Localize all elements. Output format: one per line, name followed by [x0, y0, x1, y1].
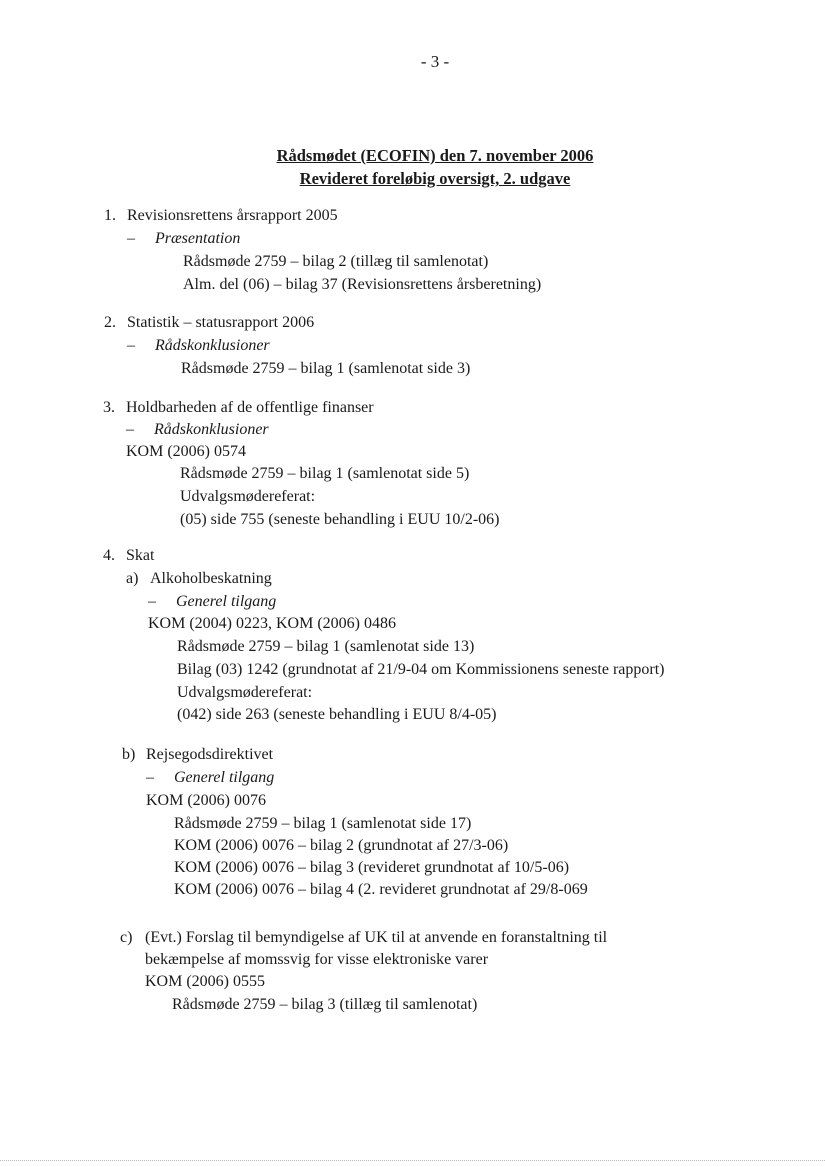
item-4a-sub — [148, 592, 276, 612]
dash: – — [146, 769, 154, 786]
item-1-ref-1: Rådsmøde 2759 – bilag 2 (tillæg til samlenotat) — [183, 253, 489, 270]
item-1-ref-2: Alm. del (06) – bilag 37 (Revisionsrettens årsberetning) — [183, 276, 542, 293]
item-4b-letter: b) — [122, 746, 136, 763]
item-3-ref-1: Rådsmøde 2759 – bilag 1 (samlenotat side 5) — [180, 465, 470, 482]
item-4a-ref-1: Rådsmøde 2759 – bilag 1 (samlenotat side 13) — [177, 638, 475, 655]
item-2-title: Statistik – statusrapport 2006 — [127, 314, 315, 331]
item-4a-ref-4: (042) side 263 (seneste behandling i EUU 8/4-05) — [177, 706, 497, 723]
item-1-sub-text: Præsentation — [155, 230, 241, 247]
item-2-ref-1: Rådsmøde 2759 – bilag 1 (samlenotat side 3) — [181, 360, 471, 377]
item-3-ref-3: (05) side 755 (seneste behandling i EUU 10/2-06) — [180, 511, 500, 528]
item-4a-sub-text: Generel tilgang — [176, 593, 277, 610]
item-3-sub-text: Rådskonklusioner — [154, 421, 269, 438]
item-3-kom: KOM (2006) 0574 — [126, 443, 246, 460]
item-4b-ref-3: KOM (2006) 0076 – bilag 3 (revideret grundnotat af 10/5-06) — [174, 859, 570, 876]
item-4b-ref-1: Rådsmøde 2759 – bilag 1 (samlenotat side 17) — [174, 815, 472, 832]
item-1-number: 1. — [104, 207, 116, 224]
dash: – — [148, 593, 156, 610]
item-3-ref-2: Udvalgsmødereferat: — [180, 488, 316, 505]
page-number: - 3 - — [420, 52, 450, 71]
item-4b-kom: KOM (2006) 0076 — [146, 792, 266, 809]
item-4c-title-line-2: bekæmpelse af momssvig for visse elektroniske varer — [145, 951, 489, 968]
item-4a-ref-3: Udvalgsmødereferat: — [177, 684, 313, 701]
dash: – — [126, 421, 134, 438]
item-3-sub — [126, 420, 269, 440]
document-title: Rådsmødet (ECOFIN) den 7. november 2006 — [276, 146, 594, 165]
document-subtitle: Revideret foreløbig oversigt, 2. udgave — [299, 169, 571, 188]
item-4a-letter: a) — [126, 570, 139, 587]
item-4c-title-line-1: (Evt.) Forslag til bemyndigelse af UK til at anvende en foranstaltning til — [145, 929, 608, 946]
item-4b-ref-4: KOM (2006) 0076 – bilag 4 (2. revideret grundnotat af 29/8-069 — [174, 881, 588, 898]
item-4a-ref-2: Bilag (03) 1242 (grundnotat af 21/9-04 om Kommissionens seneste rapport) — [177, 661, 665, 678]
item-4b-ref-2: KOM (2006) 0076 – bilag 2 (grundnotat af 27/3-06) — [174, 837, 509, 854]
item-2-number: 2. — [104, 314, 116, 331]
item-4b-title: Rejsegodsdirektivet — [146, 746, 274, 763]
dash: – — [127, 337, 135, 354]
item-4-number: 4. — [103, 547, 115, 564]
item-2-sub — [127, 336, 270, 356]
item-4a-title: Alkoholbeskatning — [150, 570, 272, 587]
item-4b-sub — [146, 768, 274, 788]
item-4-title: Skat — [126, 547, 155, 564]
item-1-title: Revisionsrettens årsrapport 2005 — [127, 207, 338, 224]
scan-edge — [0, 1160, 825, 1161]
dash: – — [127, 230, 135, 247]
item-4c-ref-1: Rådsmøde 2759 – bilag 3 (tillæg til samlenotat) — [172, 996, 478, 1013]
item-2-sub-text: Rådskonklusioner — [155, 337, 270, 354]
item-4c-kom: KOM (2006) 0555 — [145, 973, 265, 990]
item-1-sub — [127, 229, 240, 249]
item-3-title: Holdbarheden af de offentlige finanser — [126, 399, 374, 416]
item-4a-kom: KOM (2004) 0223, KOM (2006) 0486 — [148, 615, 396, 632]
item-4b-sub-text: Generel tilgang — [174, 769, 275, 786]
item-3-number: 3. — [103, 399, 115, 416]
item-4c-letter: c) — [120, 929, 133, 946]
